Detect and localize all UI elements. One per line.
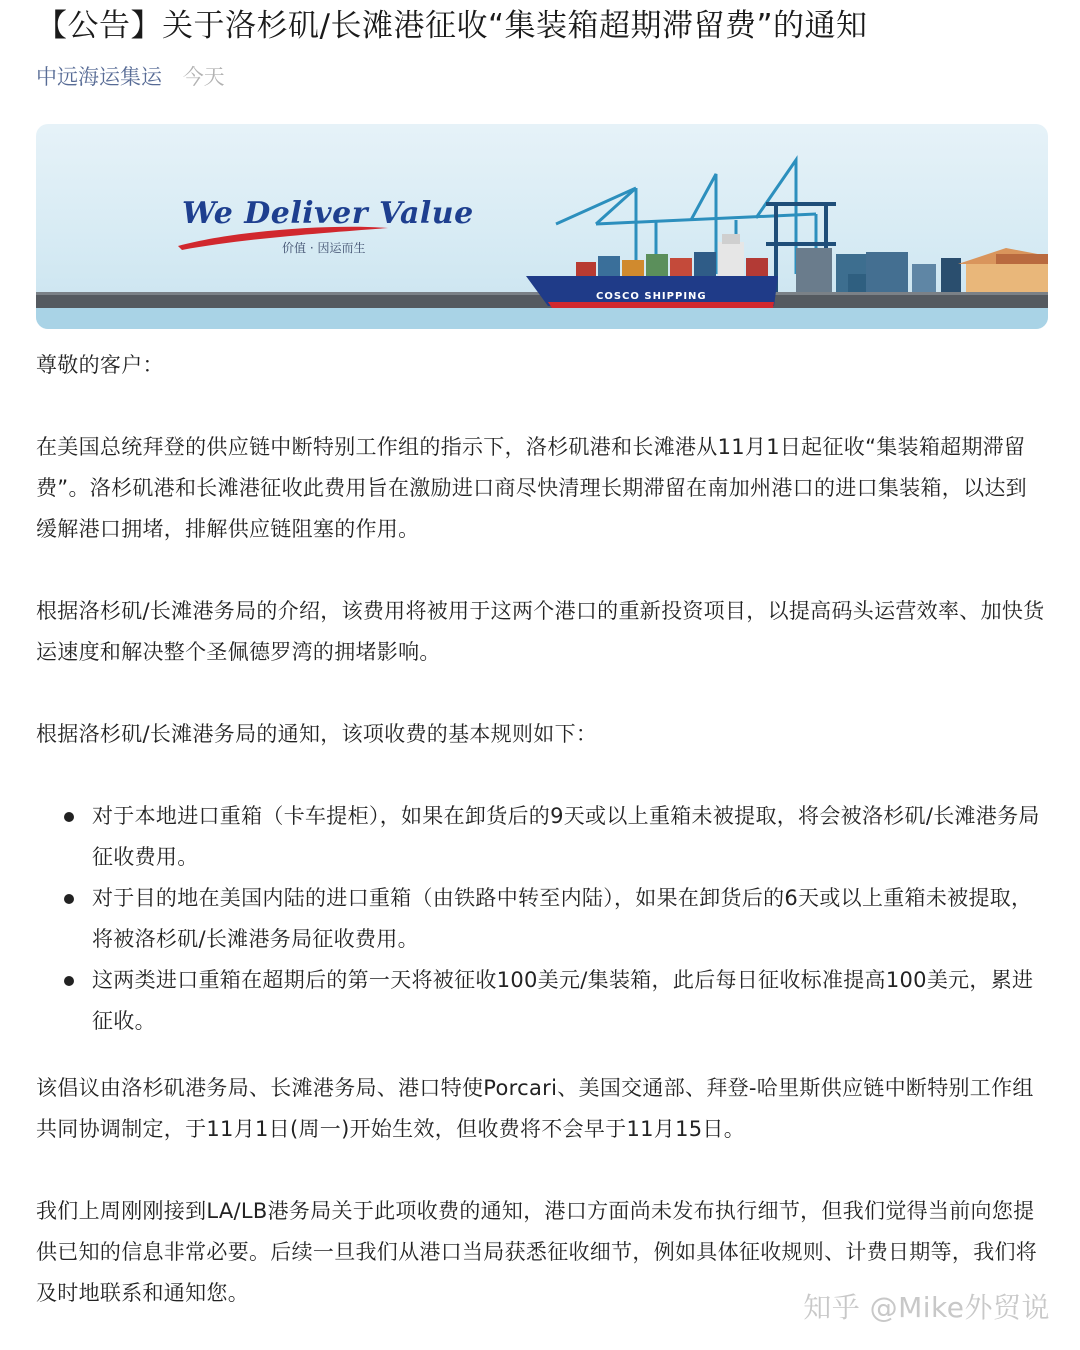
bullet-icon (64, 812, 74, 822)
watermark: 知乎 @Mike外贸说 (803, 1291, 1050, 1324)
paragraph-3: 根据洛杉矶/长滩港务局的通知，该项收费的基本规则如下： (36, 722, 598, 746)
banner-slogan: We Deliver Value (182, 196, 474, 231)
paragraph-1: 在美国总统拜登的供应链中断特别工作组的指示下，洛杉矶港和长滩港从11月1日起征收“集装箱超期滞留费”。洛杉矶港和长滩港征收此费用旨在激励进口商尽快清理长期滞留在南加州港口的进口集装箱，以达到缓解港口拥堵，排解供应链阻塞的作用。 (36, 435, 1027, 541)
rules-list (36, 796, 1048, 1042)
rule-text: 这两类进口重箱在超期后的第一天将被征收100美元/集装箱，此后每日征收标准提高100美元，累进征收。 (92, 968, 1034, 1033)
banner-slogan-subtitle: 价值 · 因运而生 (282, 241, 366, 255)
paragraph-5: 我们上周刚刚接到LA/LB港务局关于此项收费的通知，港口方面尚未发布执行细节，但我们觉得当前向您提供已知的信息非常必要。后续一旦我们从港口当局获悉征收细节，例如具体征收规则、计费日期等，我们将及时地联系和通知您。 (36, 1199, 1038, 1305)
list-item (36, 878, 1048, 960)
greeting: 尊敬的客户： (36, 353, 164, 377)
article-body (36, 345, 1048, 1314)
bullet-icon (64, 976, 74, 986)
list-item (36, 796, 1048, 878)
article-title: 【公告】关于洛杉矶/长滩港征收“集装箱超期滞留费”的通知 (36, 8, 868, 44)
paragraph-2: 根据洛杉矶/长滩港务局的介绍，该费用将被用于这两个港口的重新投资项目，以提高码头运营效率、加快货运速度和解决整个圣佩德罗湾的拥堵影响。 (36, 599, 1045, 664)
paragraph-4: 该倡议由洛杉矶港务局、长滩港务局、港口特使Porcari、美国交通部、拜登-哈里斯供应链中断特别工作组共同协调制定，于11月1日(周一)开始生效，但收费将不会早于11月15日。 (36, 1076, 1034, 1141)
banner-image (36, 124, 1048, 329)
list-item (36, 960, 1048, 1042)
rule-text: 对于本地进口重箱（卡车提柜），如果在卸货后的9天或以上重箱未被提取，将会被洛杉矶/长滩港务局征收费用。 (92, 804, 1040, 869)
publish-date: 今天 (182, 65, 225, 89)
article-meta (36, 62, 1048, 92)
article (36, 0, 1048, 1314)
bullet-icon (64, 894, 74, 904)
ship-name-label: COSCO SHIPPING (596, 291, 707, 302)
account-name-link[interactable]: 中远海运集运 (36, 65, 162, 89)
rule-text: 对于目的地在美国内陆的进口重箱（由铁路中转至内陆），如果在卸货后的6天或以上重箱未被提取，将被洛杉矶/长滩港务局征收费用。 (92, 886, 1033, 951)
